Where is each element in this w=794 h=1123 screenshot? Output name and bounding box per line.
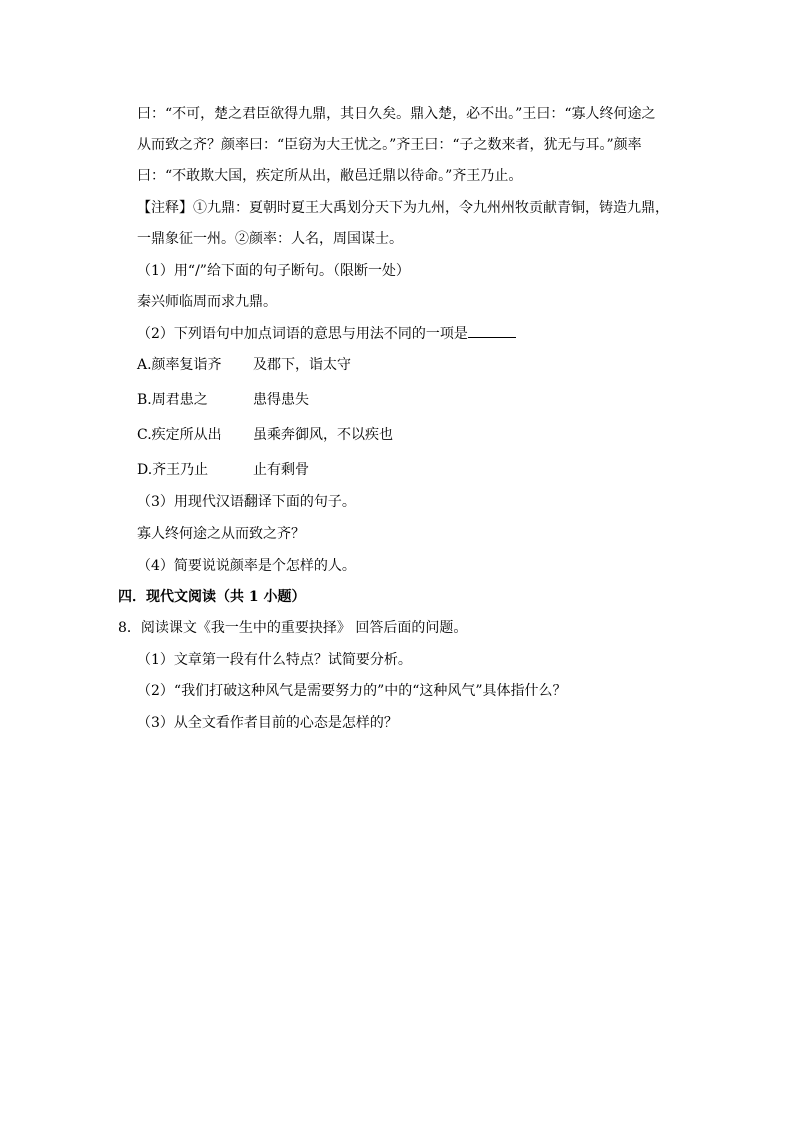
option-b-text: 患得患失 bbox=[253, 392, 309, 408]
section-4-heading: 四．现代文阅读（共 1 小题） bbox=[118, 589, 306, 605]
question-8-prompt: 8．阅读课文《我一生中的重要抉择》 回答后面的问题。 bbox=[118, 620, 468, 636]
question-1-sentence: 秦兴师临周而求九鼎。 bbox=[137, 294, 277, 310]
passage-line-2: 从而致之齐？颜率曰：“臣窃为大王忧之。”齐王曰：“子之数来者，犹无与耳。”颜率 bbox=[137, 137, 642, 153]
option-c-label: C.疾定所从出 bbox=[137, 427, 222, 443]
question-3-sentence: 寡人终何途之从而致之齐？ bbox=[137, 526, 305, 542]
question-8-sub-3: （3）从全文看作者目前的心态是怎样的？ bbox=[137, 715, 398, 731]
question-8-sub-2: （2）“我们打破这种风气是需要努力的”中的“这种风气”具体指什么？ bbox=[137, 683, 567, 699]
question-1-prompt: （1）用“/”给下面的句子断句。（限断一处） bbox=[137, 263, 410, 279]
option-d-text: 止有剩骨 bbox=[253, 462, 309, 478]
option-a-label: A.颜率复诣齐 bbox=[137, 357, 222, 373]
question-4-prompt: （4）简要说说颜率是个怎样的人。 bbox=[137, 558, 356, 574]
option-c-text: 虽乘奔御风，不以疾也 bbox=[253, 427, 393, 443]
passage-line-3: 曰：“不敢欺大国，疾定所从出，敝邑迁鼎以待命。”齐王乃止。 bbox=[137, 168, 523, 184]
option-b-label: B.周君患之 bbox=[137, 392, 208, 408]
question-8-sub-1: （1）文章第一段有什么特点？试简要分析。 bbox=[137, 652, 412, 668]
option-a bbox=[137, 355, 351, 375]
question-3-prompt: （3）用现代汉语翻译下面的句子。 bbox=[137, 494, 356, 510]
answer-blank[interactable] bbox=[468, 323, 516, 338]
question-2-prompt-line bbox=[137, 323, 516, 344]
notes-line-2: 一鼎象征一州。②颜率：人名，周国谋士。 bbox=[137, 231, 403, 247]
passage-line-1: 曰：“不可，楚之君臣欲得九鼎，其日久矣。鼎入楚，必不出。”王曰：“寡人终何途之 bbox=[137, 106, 656, 122]
option-c bbox=[137, 425, 393, 445]
option-d-label: D.齐王乃止 bbox=[137, 462, 209, 478]
notes-line-1: 【注释】①九鼎：夏朝时夏王大禹划分天下为九州，令九州州牧贡献青铜，铸造九鼎， bbox=[137, 200, 669, 216]
question-2-prompt: （2）下列语句中加点词语的意思与用法不同的一项是 bbox=[137, 326, 468, 342]
option-b bbox=[137, 390, 309, 410]
option-a-text: 及郡下，诣太守 bbox=[253, 357, 351, 373]
option-d bbox=[137, 460, 309, 480]
